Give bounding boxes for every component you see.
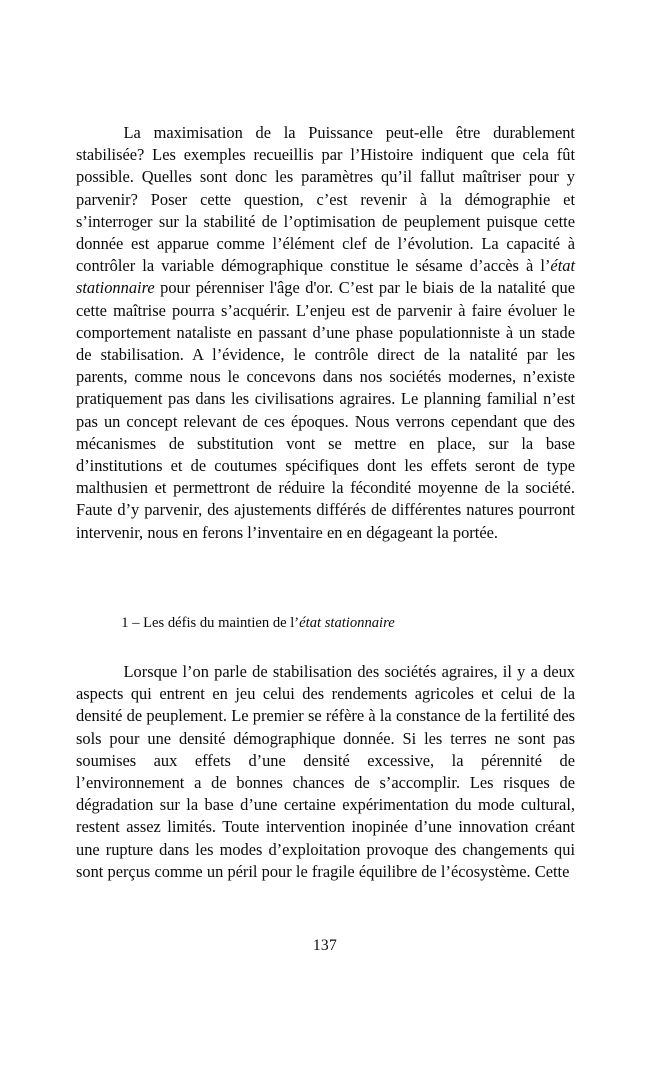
body-text-block-second <box>76 661 575 883</box>
section-heading-italic-term: état stationnaire <box>299 615 395 631</box>
page-number: 137 <box>312 937 338 954</box>
section-heading-number-and-text: 1 – Les défis du maintien de l’ <box>121 615 300 631</box>
paragraph-first <box>76 122 575 544</box>
paragraph-second: Lorsque l’on parle de stabilisation des sociétés agraires, il y a deux aspects qui entrent en jeu celui des rendements agricoles et celui de la densité de peuplement. Le premier se réfère à la constance de la fertilité des sols pour une densité démographique donnée. Si les terres ne sont pas soumises aux effets d’une densité excessive, la pérennité de l’environnement a de bonnes chances de s’accomplir. Les risques de dégradation sur la base d’une certaine expérimentation du mode cultural, restent assez limités. Toute intervention inopinée d’une innovation créant une rupture dans les modes d’exploitation provoque des changements qui sont perçus comme un péril pour le fragile équilibre de l’écosystème. Cette <box>76 662 575 881</box>
italic-term-etat-stationnaire: état stationnaire <box>76 256 575 298</box>
section-heading <box>76 613 575 634</box>
body-text-block-first <box>76 122 575 544</box>
paragraph-first-text-after-italic: pour pérenniser l'âge d'or. C’est par le biais de la natalité que cette maîtrise pourra s’acquérir. L’enjeu est de parvenir à faire évoluer le comportement nataliste en passant d’une phase populationniste à un stade de stabilisation. A l’évidence, le contrôle direct de la natalité par les parents, comme nous le concevons dans nos sociétés modernes, n’existe pratiquement pas dans les civilisations agraires. Le planning familial n’est pas un concept relevant de ces époques. Nous verrons cependant que des mécanismes de substitution vont se mettre en place, sur la base d’institutions et de coutumes spécifiques dont les effets seront de type malthusien et permettront de réduire la fécondité moyenne de la société. Faute d’y parvenir, des ajustements différés de différentes natures pourront intervenir, nous en ferons l’inventaire en en dégageant la portée. <box>76 278 575 542</box>
paragraph-first-text-before-italic: La maximisation de la Puissance peut-elle être durablement stabilisée? Les exemples recueillis par l’Histoire indiquent que cela fût possible. Quelles sont donc les paramètres qu’il fallut maîtriser pour y parvenir? Poser cette question, c’est revenir à la démographie et s’interroger sur la stabilité de l’optimisation de peuplement puisque cette donnée est apparue comme l’élément clef de l’évolution. La capacité à contrôler la variable démographique constitue le sésame d’accès à l’ <box>76 123 575 276</box>
